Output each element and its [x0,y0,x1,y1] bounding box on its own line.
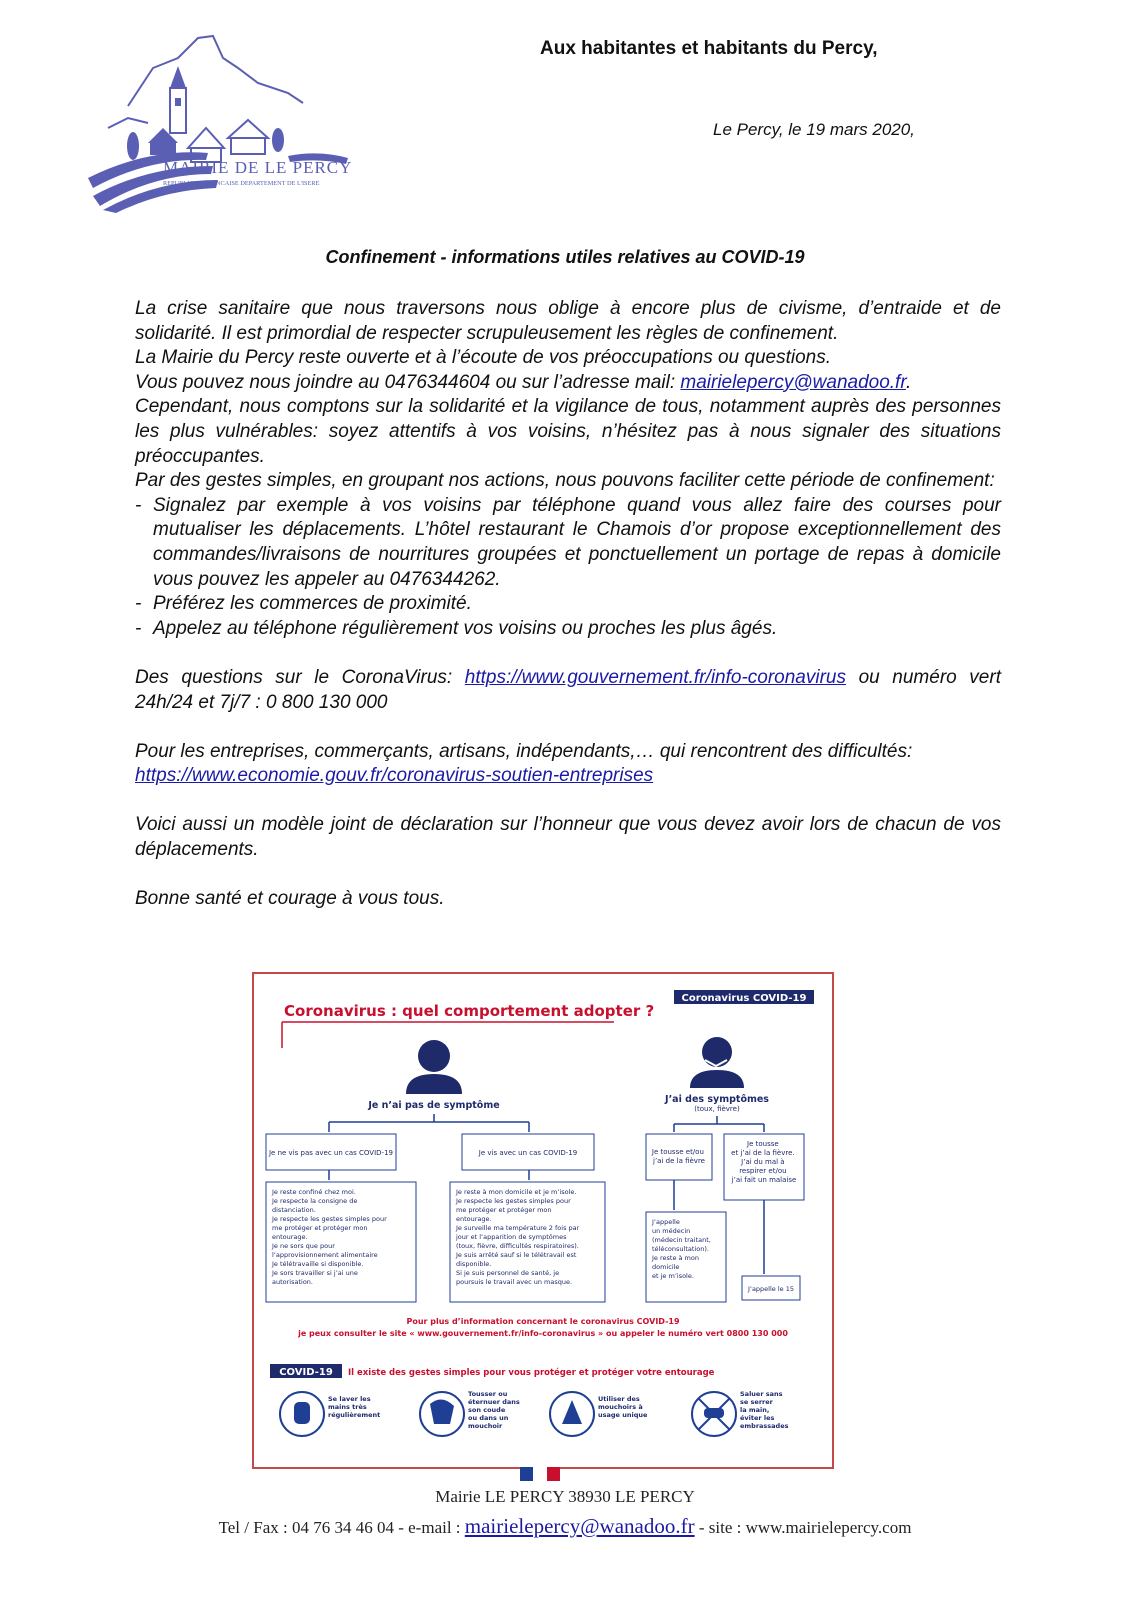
paragraph-contact: Vous pouvez nous joindre au 0476344604 ou sur l’adresse mail: mairielepercy@wanadoo.fr. [135,371,912,393]
paragraph-gestes: Par des gestes simples, en groupant nos actions, nous pouvons faciliter cette période de confinement: [135,470,995,492]
closing: Bonne santé et courage à vous tous. [135,888,445,910]
list-item: - Signalez par exemple à vos voisins par téléphone quand vous allez faire des courses pour mutualiser les déplacements. L’hôtel restaurant le Chamois d’or propose exceptionnellement des commandes/livraisons de nourritures groupées et ponctuellement un portage de repas à domicile vous pouvez les appeler au 0476344262. [135,494,1001,592]
box-no-covid-contact: Je ne vis pas avec un cas COVID-19 [268,1149,394,1157]
footer-email-link[interactable]: mairielepercy@wanadoo.fr [464,1514,695,1538]
gesture-tissue-label: Utiliser des mouchoirs à usage unique [598,1395,648,1419]
mairie-logo [88,28,378,213]
document-title: Confinement - informations utiles relatives au COVID-19 [325,247,805,267]
poster-badge: Coronavirus COVID-19 [681,993,807,1004]
gesture-greet-label: Saluer sans se serrer la main, éviter les embrassades [740,1390,789,1430]
list-no-contact: Je reste confiné chez moi. Je respecte la consigne de distanciation. Je respecte les gestes simples pour me protéger et protéger mon entourage. Je ne sors que pour l’approvisionnement alimentaire Je télétravaille si disponible. Je sors travailler si j’ai une autorisation. [272,1188,387,1286]
list-item: - Appelez au téléphone régulièrement vos voisins ou proches les plus âgés. [135,617,1001,642]
covid-poster [252,972,834,1469]
list-symptoms: J’appelle un médecin (médecin traitant, téléconsultation). Je reste à mon domicile et je m’isole. [652,1218,711,1280]
advice-list [135,494,1001,642]
paragraph-declaration: Voici aussi un modèle joint de déclaration sur l’honneur que vous devez avoir lors de chacun de vos déplacements. [135,814,1001,861]
sick-person-icon [690,1037,744,1088]
info-line-1: Pour plus d’information concernant le coronavirus COVID-19 [406,1317,680,1326]
person-icon [406,1040,462,1094]
box-severe: Je tousse et j’ai de la fièvre. J’ai du mal à respirer et/ou j’ai fait un malaise [731,1140,797,1184]
paragraph-civisme: La crise sanitaire que nous traversons nous oblige à encore plus de civisme, d’entraide et de solidarité. Il est primordial de respecter scrupuleusement les règles de confinement. [135,298,1001,344]
email-link[interactable]: mairielepercy@wanadoo.fr [680,371,906,393]
logo-subtitle: REPUBLIQUE FRANCAISE DEPARTEMENT DE L'ISERE [163,180,320,187]
paragraph-vigilance: Cependant, nous comptons sur la solidarité et la vigilance de tous, notamment auprès des personnes les plus vulnérables: soyez attentifs à vos voisins, n’hésitez pas à nous signaler des situations préoccupantes. [135,396,1001,467]
gouvernement-link[interactable]: https://www.gouvernement.fr/info-coronavirus [464,666,846,688]
box-cough-fever: Je tousse et/ou j’ai de la fièvre [651,1148,705,1165]
covid-badge: COVID-19 [279,1367,333,1378]
gesture-wash-label: Se laver les mains très régulièrement [328,1395,381,1419]
list-contact: Je reste à mon domicile et je m’isole. Je respecte les gestes simples pour me protéger et protéger mon entourage. Je surveille ma température 2 fois par jour et l’apparition de symptômes (toux, fièvre, difficultés respiratoires). Je suis arrêté sauf si le télétravail est disponible. Si je suis personnel de santé, je poursuis le travail avec un masque. [456,1188,580,1286]
letter-body [135,297,1001,912]
box-covid-contact: Je vis avec un cas COVID-19 [478,1149,578,1157]
logo-name: MAIRIE DE LE PERCY [163,158,353,177]
paragraph-mairie-ouverte: La Mairie du Percy reste ouverte et à l’écoute de vos préoccupations ou questions. [135,347,832,369]
symptoms-sublabel: (toux, fièvre) [694,1105,740,1113]
dateline: Le Percy, le 19 mars 2020, [713,120,915,139]
footer-contact: Tel / Fax : 04 76 34 46 04 - e-mail : mairielepercy@wanadoo.fr - site : www.mairielepercy.com [218,1514,912,1538]
economie-link[interactable]: https://www.economie.gouv.fr/coronavirus-soutien-entreprises [135,765,654,787]
call-15: J’appelle le 15 [747,1285,795,1293]
footer-address: Mairie LE PERCY 38930 LE PERCY [435,1487,695,1506]
no-symptom-label: Je n’ai pas de symptôme [368,1100,500,1111]
gesture-cough-label: Tousser ou éternuer dans son coude ou dans un mouchoir [468,1390,520,1430]
symptoms-label: J’ai des symptômes [665,1094,769,1105]
addressee: Aux habitantes et habitants du Percy, [540,38,878,59]
gestures-heading: Il existe des gestes simples pour vous protéger et protéger votre entourage [348,1368,715,1378]
list-item: - Préférez les commerces de proximité. [135,592,1001,617]
paragraph-entreprises: Pour les entreprises, commerçants, artisans, indépendants,… qui rencontrent des difficultés: [135,740,913,762]
poster-heading: Coronavirus : quel comportement adopter ? [284,1002,655,1020]
info-line-2: je peux consulter le site « www.gouvernement.fr/info-coronavirus » ou appeler le numéro vert 0800 130 000 [298,1329,788,1338]
paragraph-questions: Des questions sur le CoronaVirus: https://www.gouvernement.fr/info-coronavirus ou numéro vert 24h/24 et 7j/7 : 0 800 130 000 [135,666,1001,713]
marianne-flag-icon [520,1467,560,1481]
